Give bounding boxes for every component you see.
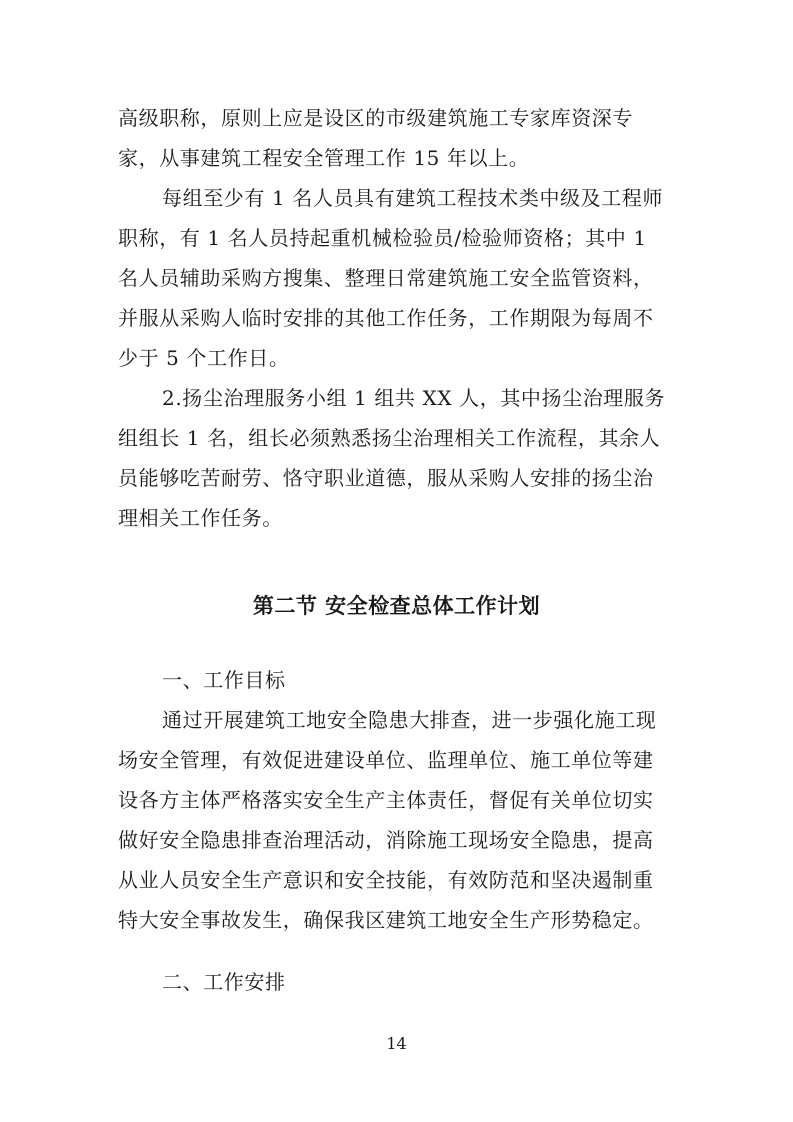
text-line: 职称，有 1 名人员持起重机械检验员/检验师资格；其中 1 [118, 226, 647, 250]
text-line: 并服从采购人临时安排的其他工作任务，工作期限为每周不 [118, 306, 654, 330]
section-title: 第二节 安全检查总体工作计划 [252, 594, 541, 618]
text-line: 从业人员安全生产意识和安全技能，有效防范和坚决遏制重 [118, 868, 654, 892]
text-line: 员能够吃苦耐劳、恪守职业道德，服从采购人安排的扬尘治 [118, 466, 654, 490]
text-line: 高级职称，原则上应是设区的市级建筑施工专家库资深专 [118, 106, 633, 130]
subheading-work-arrangement: 二、工作安排 [162, 970, 286, 994]
text-line: 每组至少有 1 名人员具有建筑工程技术类中级及工程师 [162, 186, 664, 210]
text-line: 做好安全隐患排查治理活动，消除施工现场安全隐患，提高 [118, 828, 654, 852]
subheading-work-goal: 一、工作目标 [162, 668, 286, 692]
text-line: 通过开展建筑工地安全隐患大排查，进一步强化施工现 [162, 708, 657, 732]
text-line: 少于 5 个工作日。 [118, 346, 290, 370]
text-line: 组组长 1 名，组长必须熟悉扬尘治理相关工作流程，其余人 [118, 426, 661, 450]
text-line: 场安全管理，有效促进建设单位、监理单位、施工单位等建 [118, 748, 654, 772]
text-line: 2.扬尘治理服务小组 1 组共 XX 人，其中扬尘治理服务 [162, 386, 666, 410]
text-line: 家，从事建筑工程安全管理工作 15 年以上。 [118, 146, 530, 170]
text-line: 特大安全事故发生，确保我区建筑工地安全生产形势稳定。 [118, 908, 654, 932]
text-line: 名人员辅助采购方搜集、整理日常建筑施工安全监管资料， [118, 266, 654, 290]
text-line: 设各方主体严格落实安全生产主体责任，督促有关单位切实 [118, 788, 654, 812]
page-number: 14 [386, 1034, 407, 1053]
text-line: 理相关工作任务。 [118, 506, 283, 530]
